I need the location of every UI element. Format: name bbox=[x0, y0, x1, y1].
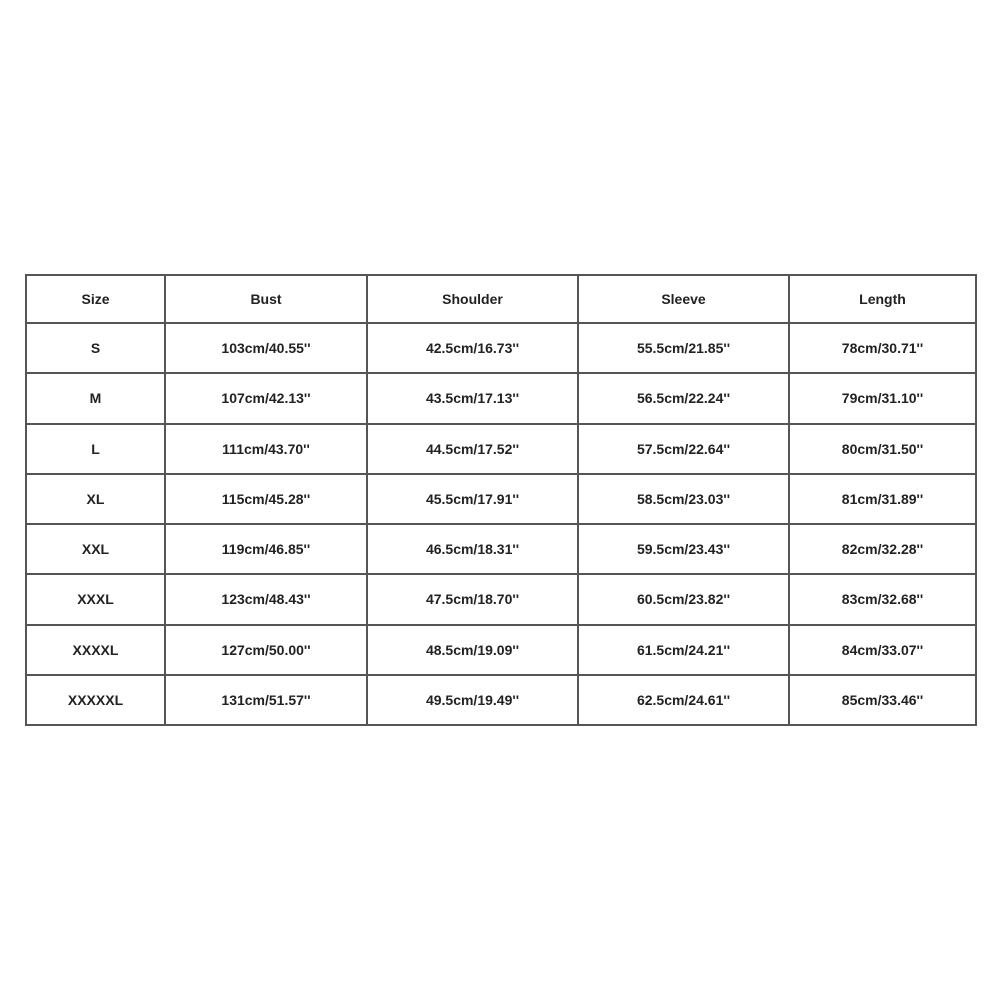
cell-size: L bbox=[26, 424, 165, 474]
cell-sleeve: 55.5cm/21.85'' bbox=[578, 323, 789, 373]
cell-length: 79cm/31.10'' bbox=[789, 373, 976, 423]
cell-length: 84cm/33.07'' bbox=[789, 625, 976, 675]
cell-bust: 103cm/40.55'' bbox=[165, 323, 367, 373]
table-row bbox=[26, 574, 976, 624]
cell-sleeve: 59.5cm/23.43'' bbox=[578, 524, 789, 574]
header-shoulder: Shoulder bbox=[367, 275, 578, 323]
cell-shoulder: 45.5cm/17.91'' bbox=[367, 474, 578, 524]
cell-size: XL bbox=[26, 474, 165, 524]
cell-sleeve: 62.5cm/24.61'' bbox=[578, 675, 789, 725]
table-body bbox=[26, 323, 976, 725]
cell-length: 78cm/30.71'' bbox=[789, 323, 976, 373]
cell-bust: 107cm/42.13'' bbox=[165, 373, 367, 423]
cell-shoulder: 42.5cm/16.73'' bbox=[367, 323, 578, 373]
size-chart-table bbox=[25, 274, 977, 726]
table-row bbox=[26, 675, 976, 725]
cell-shoulder: 47.5cm/18.70'' bbox=[367, 574, 578, 624]
cell-bust: 123cm/48.43'' bbox=[165, 574, 367, 624]
cell-size: XXXXL bbox=[26, 625, 165, 675]
cell-bust: 127cm/50.00'' bbox=[165, 625, 367, 675]
cell-shoulder: 43.5cm/17.13'' bbox=[367, 373, 578, 423]
cell-bust: 111cm/43.70'' bbox=[165, 424, 367, 474]
header-size: Size bbox=[26, 275, 165, 323]
table-row bbox=[26, 625, 976, 675]
cell-size: XXL bbox=[26, 524, 165, 574]
cell-sleeve: 61.5cm/24.21'' bbox=[578, 625, 789, 675]
cell-length: 83cm/32.68'' bbox=[789, 574, 976, 624]
table-row bbox=[26, 323, 976, 373]
cell-length: 85cm/33.46'' bbox=[789, 675, 976, 725]
cell-bust: 119cm/46.85'' bbox=[165, 524, 367, 574]
cell-size: S bbox=[26, 323, 165, 373]
cell-sleeve: 60.5cm/23.82'' bbox=[578, 574, 789, 624]
header-sleeve: Sleeve bbox=[578, 275, 789, 323]
cell-shoulder: 44.5cm/17.52'' bbox=[367, 424, 578, 474]
header-length: Length bbox=[789, 275, 976, 323]
cell-size: M bbox=[26, 373, 165, 423]
cell-shoulder: 46.5cm/18.31'' bbox=[367, 524, 578, 574]
cell-bust: 131cm/51.57'' bbox=[165, 675, 367, 725]
header-row bbox=[26, 275, 976, 323]
cell-length: 81cm/31.89'' bbox=[789, 474, 976, 524]
cell-shoulder: 49.5cm/19.49'' bbox=[367, 675, 578, 725]
table-row bbox=[26, 524, 976, 574]
table-header bbox=[26, 275, 976, 323]
cell-sleeve: 58.5cm/23.03'' bbox=[578, 474, 789, 524]
header-bust: Bust bbox=[165, 275, 367, 323]
table-row bbox=[26, 373, 976, 423]
cell-sleeve: 56.5cm/22.24'' bbox=[578, 373, 789, 423]
table-row bbox=[26, 424, 976, 474]
cell-size: XXXXXL bbox=[26, 675, 165, 725]
cell-size: XXXL bbox=[26, 574, 165, 624]
table-row bbox=[26, 474, 976, 524]
cell-length: 80cm/31.50'' bbox=[789, 424, 976, 474]
cell-length: 82cm/32.28'' bbox=[789, 524, 976, 574]
cell-sleeve: 57.5cm/22.64'' bbox=[578, 424, 789, 474]
cell-bust: 115cm/45.28'' bbox=[165, 474, 367, 524]
cell-shoulder: 48.5cm/19.09'' bbox=[367, 625, 578, 675]
